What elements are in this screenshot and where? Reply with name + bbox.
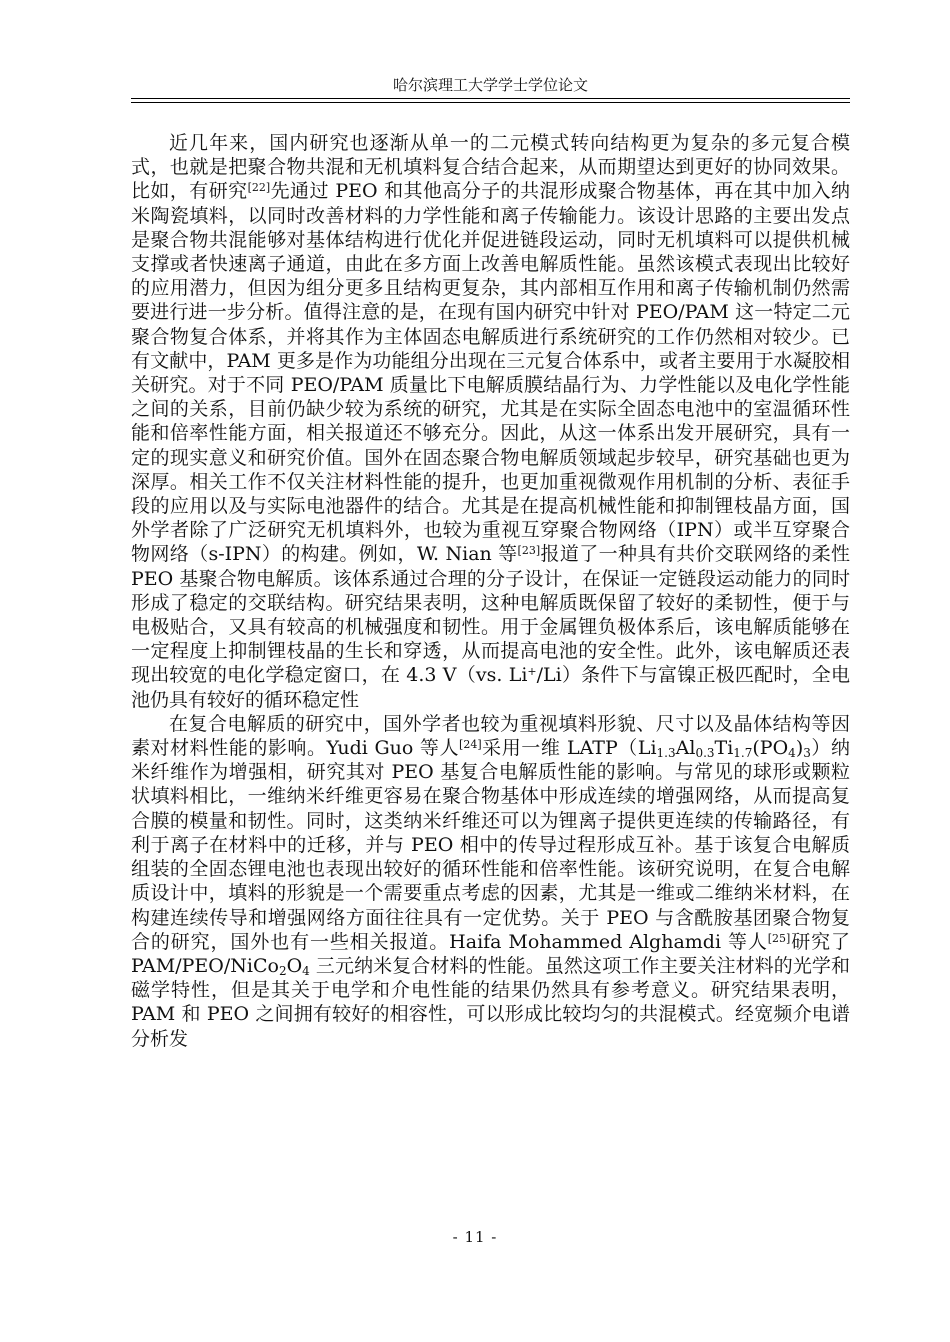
text-run: 报道了一种具有共价交联网络的柔性 PEO 基聚合物电解质。该体系通过合理的分子设计，在保证一定链段运动能力的同时形成了稳定的交联结构。研究结果表明，这种电解质既保留了较好的柔韧性，便于与电极贴合，又具有较高的机械强度和韧性。用于金属锂负极体系后，该电解质能够在一定程度上抑制锂枝晶的生长和穿透，从而提高电池的安全性。此外，该电解质还表现出较宽的电化学稳定窗口，在 4.3 V（vs. Li [131,543,850,687]
paragraph [131,131,850,712]
subscript: 1.3 [656,746,676,761]
header-rule-thin [131,102,850,103]
superscript: [23] [517,544,541,558]
text-run: ）纳米纤维作为增强相，研究其对 PEO 基复合电解质性能的影响。与常见的球形或颗粒状填料相比，一维纳米纤维更容易在聚合物基体中形成连续的增强网络，从而提高复合膜的模量和韧性。同时，这类纳米纤维还可以为锂离子提供更连续的传输路径，有利于离子在材料中的迁移，并与 PEO 相中的传导过程形成互补。基于该复合电解质组装的全固态锂电池也表现出较好的循环性能和倍率性能。该研究说明，在复合电解质设计中，填料的形貌是一个需要重点考虑的因素，尤其是一维或二维纳米材料，在构建连续传导和增强网络方面往往具有一定优势。关于 PEO 与含酰胺基团聚合物复合的研究，国外也有一些相关报道。Haifa Mohammed Alghamdi 等人 [131,737,850,953]
text-run: /Li）条件下与富镍正极匹配时，全电池仍具有较好的循环稳定性 [131,664,850,711]
running-header: 哈尔滨理工大学学士学位论文 [392,76,588,94]
superscript: [22] [247,181,271,195]
header-rule-thick [131,98,850,99]
text-run: ) [795,737,804,760]
subscript: 1.7 [733,746,753,761]
subscript: 4 [302,963,310,978]
text-run: 采用一维 LATP（Li [481,737,657,760]
superscript: + [527,665,537,679]
text-run: Ti [714,737,734,760]
superscript: [24] [459,738,482,752]
subscript: 4 [788,746,796,761]
body-text [131,131,850,1051]
text-run: 在复合电解质的研究中，国外学者也较为重视填料形貌、尺寸以及晶体结构等因素对材料性能的影响。Yudi Guo 等人 [131,712,850,760]
text-run: 研究了 PAM/PEO/NiCo [131,930,850,977]
paragraph [131,712,850,1051]
text-run: (PO [752,737,789,760]
subscript: 2 [278,963,287,978]
text-run: Al [675,737,696,760]
text-run: 三元纳米复合材料的性能。虽然这项工作主要关注材料的光学和磁学特性，但是其关于电学和介电性能的结果仍然具有参考意义。研究结果表明，PAM 和 PEO 之间拥有较好的相容性，可以形成比较均匀的共混模式。经宽频介电谱分析发 [131,954,850,1050]
text-run: 近几年来，国内研究也逐渐从单一的二元模式转向结构更为复杂的多元复合模式，也就是把聚合物共混和无机填料复合结合起来，从而期望达到更好的协同效果。比如，有研究 [131,132,850,203]
superscript: [25] [767,931,791,945]
text-run: 先通过 PEO 和其他高分子的共混形成聚合物基体，再在其中加入纳米陶瓷填料，以同时改善材料的力学性能和离子传输能力。该设计思路的主要出发点是聚合物共混能够对基体结构进行优化并促进链段运动，同时无机填料可以提供机械支撑或者快速离子通道，由此在多方面上改善电解质性能。虽然该模式表现出比较好的应用潜力，但因为组分更多且结构更复杂，其内部相互作用和离子传输机制仍然需要进行进一步分析。值得注意的是，在现有国内研究中针对 PEO/PAM 这一特定二元聚合物复合体系，并将其作为主体固态电解质进行系统研究的工作仍然相对较少。已有文献中，PAM 更多是作为功能组分出现在三元复合体系中，或者主要用于水凝胶相关研究。对于不同 PEO/PAM 质量比下电解质膜结晶行为、力学性能以及电化学性能之间的关系，目前仍缺少较为系统的研究，尤其是在实际全固态电池中的室温循环性能和倍率性能方面，相关报道还不够充分。因此，从这一体系出发开展研究，具有一定的现实意义和研究价值。国外在固态聚合物电解质领域起步较早，研究基础也更为深厚。相关工作不仅关注材料性能的提升，也更加重视微观作用机制的分析、表征手段的应用以及与实际电池器件的结合。尤其是在提高机械性能和抑制锂枝晶方面，国外学者除了广泛研究无机填料外，也较为重视互穿聚合物网络（IPN）或半互穿聚合物网络（s-IPN）的构建。例如，W. Nian 等 [131,180,850,566]
page-number: - 11 - [452,1228,498,1246]
subscript: 3 [803,746,811,761]
text-run: O [286,954,303,977]
subscript: 0.3 [695,746,715,761]
